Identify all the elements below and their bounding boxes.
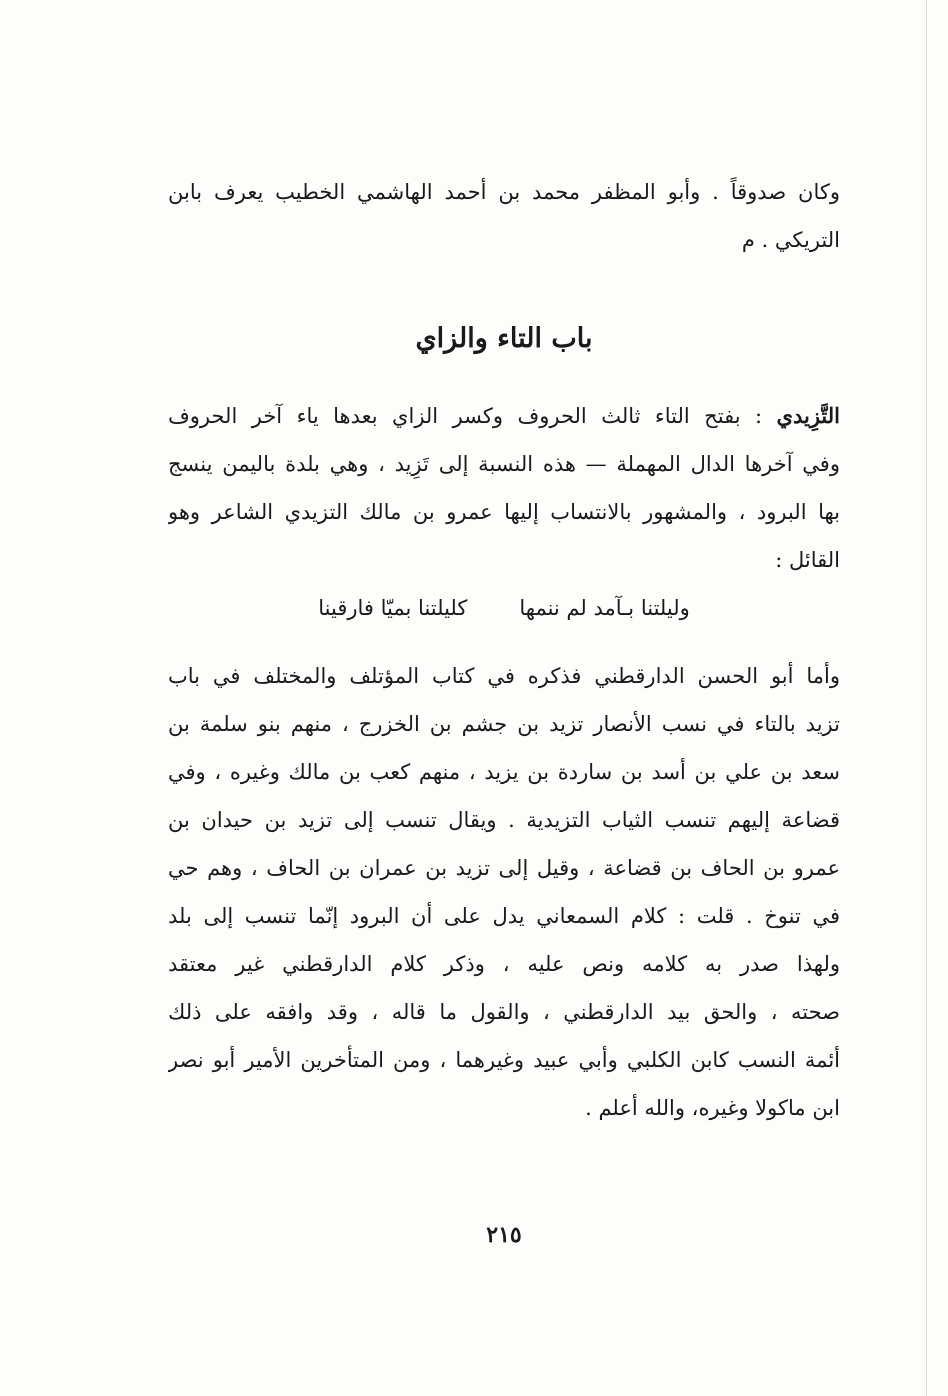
page-number: ٢١٥	[486, 1222, 522, 1248]
page-edge-rule	[926, 0, 927, 1396]
commentary-line: تزيد بالتاء في نسب الأنصار تزيد بن جشم بن الخزرج ، منهم بنو سلمة بن	[168, 712, 840, 736]
verse-hemistich-1: وليلتنا بـآمد لم ننمها	[519, 596, 690, 620]
entry-line: وفي آخرها الدال المهملة — هذه النسبة إلى تَزِيد ، وهي بلدة باليمن ينسج	[168, 452, 840, 476]
commentary-line: في تنوخ . قلت : كلام السمعاني يدل على أن البرود إنّما تنسب إلى بلد	[168, 904, 840, 928]
section-heading: باب التاء والزاي	[415, 323, 593, 354]
commentary-line: صحته ، والحق بيد الدارقطني ، والقول ما قاله ، وقد وافقه على ذلك	[168, 1000, 840, 1024]
intro-line: وكان صدوقاً . وأبو المظفر محمد بن أحمد الهاشمي الخطيب يعرف بابن	[168, 180, 840, 204]
commentary-line: قضاعة إليهم تنسب الثياب التزيدية . ويقال تنسب إلى تزيد بن حيدان بن	[168, 808, 840, 832]
entry-line: القائل :	[775, 548, 840, 572]
entry-line: بها البرود ، والمشهور بالانتساب إليها عمرو بن مالك التزيدي الشاعر وهو	[168, 500, 840, 524]
commentary-line: ابن ماكولا وغيره، والله أعلم .	[585, 1096, 840, 1120]
poetry-verse	[168, 584, 840, 632]
entry-paragraph	[168, 392, 840, 584]
verse-hemistich-2: كليلتنا بميّا فارقينا	[318, 596, 468, 620]
commentary-paragraph	[168, 652, 840, 1132]
commentary-line: سعد بن علي بن أسد بن ساردة بن يزيد ، منهم كعب بن مالك وغيره ، وفي	[168, 760, 840, 784]
entry-first-line-rest: : بفتح التاء ثالث الحروف وكسر الزاي بعدها ياء آخر الحروف	[168, 404, 763, 428]
commentary-line: وأما أبو الحسن الدارقطني فذكره في كتاب المؤتلف والمختلف في باب	[168, 664, 840, 688]
entry-first-line	[168, 392, 840, 440]
intro-line: التريكي . م	[741, 228, 840, 252]
intro-paragraph	[168, 168, 840, 264]
commentary-line: ولهذا صدر به كلامه ونص عليه ، وذكر كلام الدارقطني غير معتقد	[168, 952, 840, 976]
commentary-line: عمرو بن الحاف بن قضاعة ، وقيل إلى تزيد بن عمران بن الحاف ، وهم حي	[168, 856, 840, 880]
commentary-line: أئمة النسب كابن الكلبي وأبي عبيد وغيرهما ، ومن المتأخرين الأمير أبو نصر	[168, 1048, 840, 1072]
entry-keyword: التَّزِيدي	[776, 403, 840, 428]
